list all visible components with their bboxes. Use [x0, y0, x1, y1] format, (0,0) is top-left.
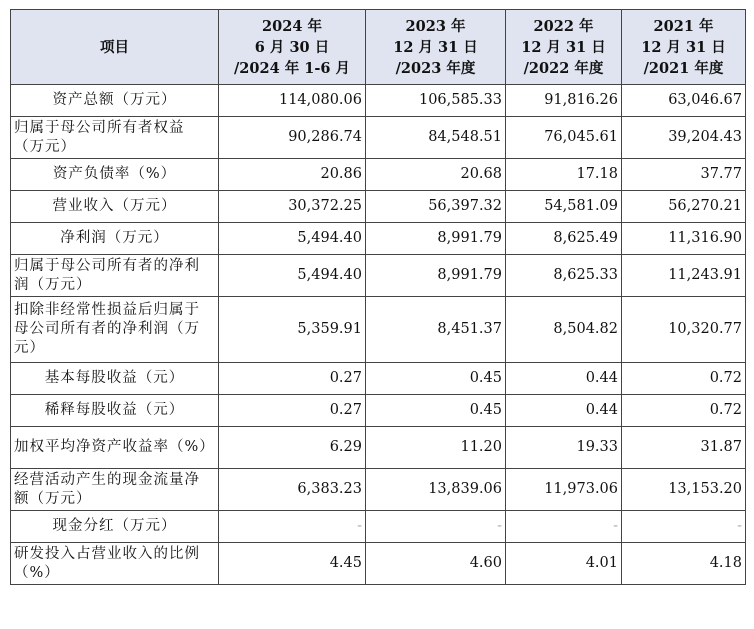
row-label: 加权平均净资产收益率（%） — [11, 427, 219, 469]
cell-value: 4.45 — [219, 543, 366, 585]
cell-value: 56,270.21 — [622, 191, 746, 223]
cell-value: 8,504.82 — [506, 297, 622, 363]
cell-value: 90,286.74 — [219, 117, 366, 159]
header-2023: 2023 年 12 月 31 日 /2023 年度 — [366, 10, 506, 85]
cell-value: - — [506, 511, 622, 543]
cell-value: 84,548.51 — [366, 117, 506, 159]
table-row — [11, 469, 746, 511]
row-label: 现金分红（万元） — [11, 511, 219, 543]
row-label: 基本每股收益（元） — [11, 363, 219, 395]
cell-value: 0.44 — [506, 395, 622, 427]
cell-value: 13,839.06 — [366, 469, 506, 511]
row-label: 营业收入（万元） — [11, 191, 219, 223]
table-row — [11, 117, 746, 159]
header-2024h1: 2024 年 6 月 30 日 /2024 年 1-6 月 — [219, 10, 366, 85]
cell-value: 56,397.32 — [366, 191, 506, 223]
cell-value: 19.33 — [506, 427, 622, 469]
cell-value: 8,625.49 — [506, 223, 622, 255]
cell-value: 11,243.91 — [622, 255, 746, 297]
row-label: 归属于母公司所有者权益（万元） — [11, 117, 219, 159]
cell-value: 10,320.77 — [622, 297, 746, 363]
cell-value: 8,991.79 — [366, 223, 506, 255]
cell-value: 8,991.79 — [366, 255, 506, 297]
cell-value: 4.01 — [506, 543, 622, 585]
cell-value: 6,383.23 — [219, 469, 366, 511]
table-row — [11, 363, 746, 395]
table-row — [11, 543, 746, 585]
cell-value: 0.72 — [622, 363, 746, 395]
cell-value: - — [366, 511, 506, 543]
cell-value: 5,494.40 — [219, 255, 366, 297]
row-label: 资产总额（万元） — [11, 85, 219, 117]
cell-value: 11.20 — [366, 427, 506, 469]
cell-value: 76,045.61 — [506, 117, 622, 159]
row-label: 研发投入占营业收入的比例（%） — [11, 543, 219, 585]
financial-data-table — [10, 9, 746, 585]
cell-value: 54,581.09 — [506, 191, 622, 223]
row-label: 归属于母公司所有者的净利润（万元） — [11, 255, 219, 297]
cell-value: - — [219, 511, 366, 543]
cell-value: 91,816.26 — [506, 85, 622, 117]
table-row — [11, 85, 746, 117]
row-label: 净利润（万元） — [11, 223, 219, 255]
row-label: 经营活动产生的现金流量净额（万元） — [11, 469, 219, 511]
table-row — [11, 255, 746, 297]
cell-value: 0.27 — [219, 363, 366, 395]
cell-value: 8,625.33 — [506, 255, 622, 297]
cell-value: 20.86 — [219, 159, 366, 191]
cell-value: 4.18 — [622, 543, 746, 585]
cell-value: 37.77 — [622, 159, 746, 191]
table-row — [11, 223, 746, 255]
header-item: 项目 — [11, 10, 219, 85]
cell-value: 0.44 — [506, 363, 622, 395]
cell-value: 5,359.91 — [219, 297, 366, 363]
table-row — [11, 297, 746, 363]
cell-value: 0.72 — [622, 395, 746, 427]
table-header-row — [11, 10, 746, 85]
cell-value: 4.60 — [366, 543, 506, 585]
cell-value: 13,153.20 — [622, 469, 746, 511]
cell-value: 39,204.43 — [622, 117, 746, 159]
cell-value: 20.68 — [366, 159, 506, 191]
cell-value: 31.87 — [622, 427, 746, 469]
table-row — [11, 511, 746, 543]
table-row — [11, 159, 746, 191]
table-row — [11, 395, 746, 427]
cell-value: 6.29 — [219, 427, 366, 469]
table-row — [11, 427, 746, 469]
cell-value: 17.18 — [506, 159, 622, 191]
cell-value: 63,046.67 — [622, 85, 746, 117]
header-2022: 2022 年 12 月 31 日 /2022 年度 — [506, 10, 622, 85]
cell-value: 11,316.90 — [622, 223, 746, 255]
row-label: 稀释每股收益（元） — [11, 395, 219, 427]
cell-value: 106,585.33 — [366, 85, 506, 117]
cell-value: 114,080.06 — [219, 85, 366, 117]
cell-value: 0.45 — [366, 363, 506, 395]
cell-value: 11,973.06 — [506, 469, 622, 511]
table-row — [11, 191, 746, 223]
header-2021: 2021 年 12 月 31 日 /2021 年度 — [622, 10, 746, 85]
cell-value: 30,372.25 — [219, 191, 366, 223]
cell-value: 0.27 — [219, 395, 366, 427]
cell-value: 8,451.37 — [366, 297, 506, 363]
cell-value: - — [622, 511, 746, 543]
row-label: 扣除非经常性损益后归属于母公司所有者的净利润（万元） — [11, 297, 219, 363]
row-label: 资产负债率（%） — [11, 159, 219, 191]
cell-value: 0.45 — [366, 395, 506, 427]
cell-value: 5,494.40 — [219, 223, 366, 255]
